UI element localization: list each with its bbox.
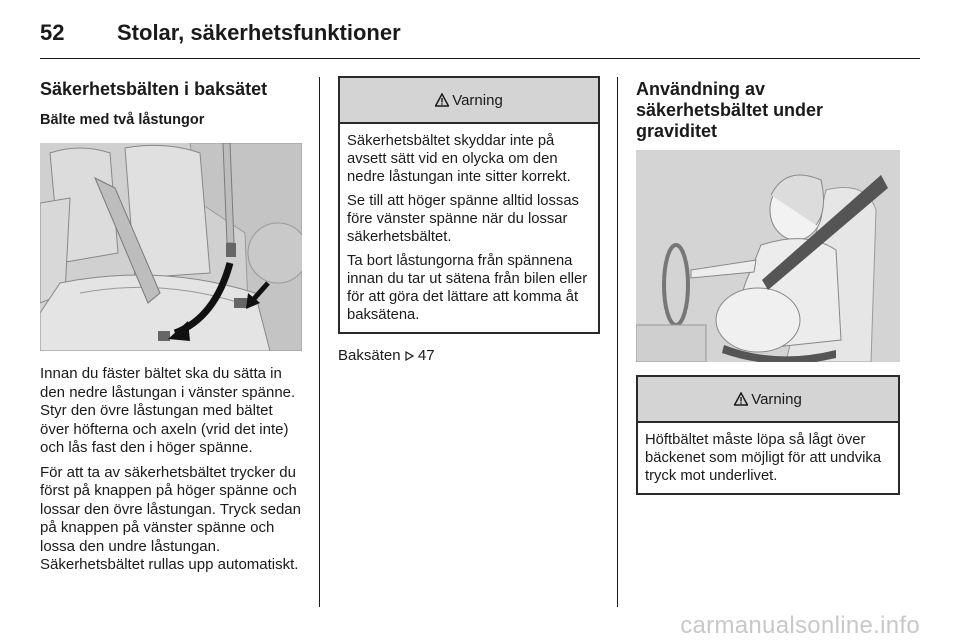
pregnancy-seat-belt-illustration bbox=[636, 150, 900, 362]
watermark: carmanualsonline.info bbox=[680, 612, 920, 639]
reference-label: Baksäten bbox=[338, 347, 401, 364]
page-header bbox=[40, 14, 920, 54]
warning-title: Varning bbox=[452, 91, 503, 109]
page-title: Stolar, säkerhetsfunktioner bbox=[117, 20, 401, 45]
warning-text: Se till att höger spänne alltid lossas före vänster spänne när du lossar säkerhetsbältet. bbox=[347, 193, 579, 245]
reference-page: 47 bbox=[417, 347, 435, 364]
page-reference[interactable] bbox=[338, 347, 600, 366]
column-pregnancy bbox=[636, 76, 900, 495]
warning-box bbox=[636, 375, 900, 495]
column-warning bbox=[338, 76, 600, 366]
warning-text: Säkerhetsbältet skyddar inte på avsett sätt vid en olycka om den nedre låstungan inte sitter korrekt. bbox=[347, 133, 571, 185]
page-reference-arrow-icon bbox=[405, 351, 414, 361]
section-heading: Säkerhetsbälten i baksätet bbox=[40, 79, 268, 99]
warning-header bbox=[340, 78, 598, 124]
body-paragraph: För att ta av säkerhetsbältet trycker du först på knappen på höger spänne och lossar den övre låstungan. Tryck sedan på knappen på vänster spänne och lossa den undre låstungan. Säkerhetsbältet rullas upp automatiskt. bbox=[40, 463, 301, 573]
warning-triangle-icon bbox=[734, 392, 748, 406]
rear-seat-belt-illustration bbox=[40, 143, 302, 351]
warning-text: Ta bort låstungorna från spännena innan du tar ut sätena från bilen eller för att göra det lättare att komma åt baksätena. bbox=[347, 253, 588, 323]
column-divider bbox=[319, 77, 320, 607]
body-paragraph: Innan du fäster bältet ska du sätta in den nedre låstungan i vänster spänne. Styr den övre låstungan med bältet över höfterna och axeln (vrid det inte) och lås fast den i höger spänne. bbox=[40, 365, 296, 456]
column-rear-seat-belts bbox=[40, 76, 302, 575]
warning-triangle-icon bbox=[435, 93, 449, 107]
subsection-heading: Bälte med två låstungor bbox=[40, 112, 205, 128]
column-divider bbox=[617, 77, 618, 607]
section-heading: Användning av säkerhetsbältet under graviditet bbox=[636, 79, 824, 141]
seat-belt-image bbox=[40, 143, 302, 351]
pregnancy-belt-image bbox=[636, 150, 900, 362]
warning-body bbox=[340, 124, 598, 332]
page-number: 52 bbox=[40, 20, 65, 45]
warning-header bbox=[638, 377, 898, 423]
header-rule bbox=[40, 58, 920, 59]
warning-text: Höftbältet måste löpa så lågt över bäckenet som möjligt för att undvika tryck mot underlivet. bbox=[645, 432, 882, 484]
warning-title: Varning bbox=[751, 390, 802, 408]
warning-body bbox=[638, 423, 898, 493]
warning-box bbox=[338, 76, 600, 334]
